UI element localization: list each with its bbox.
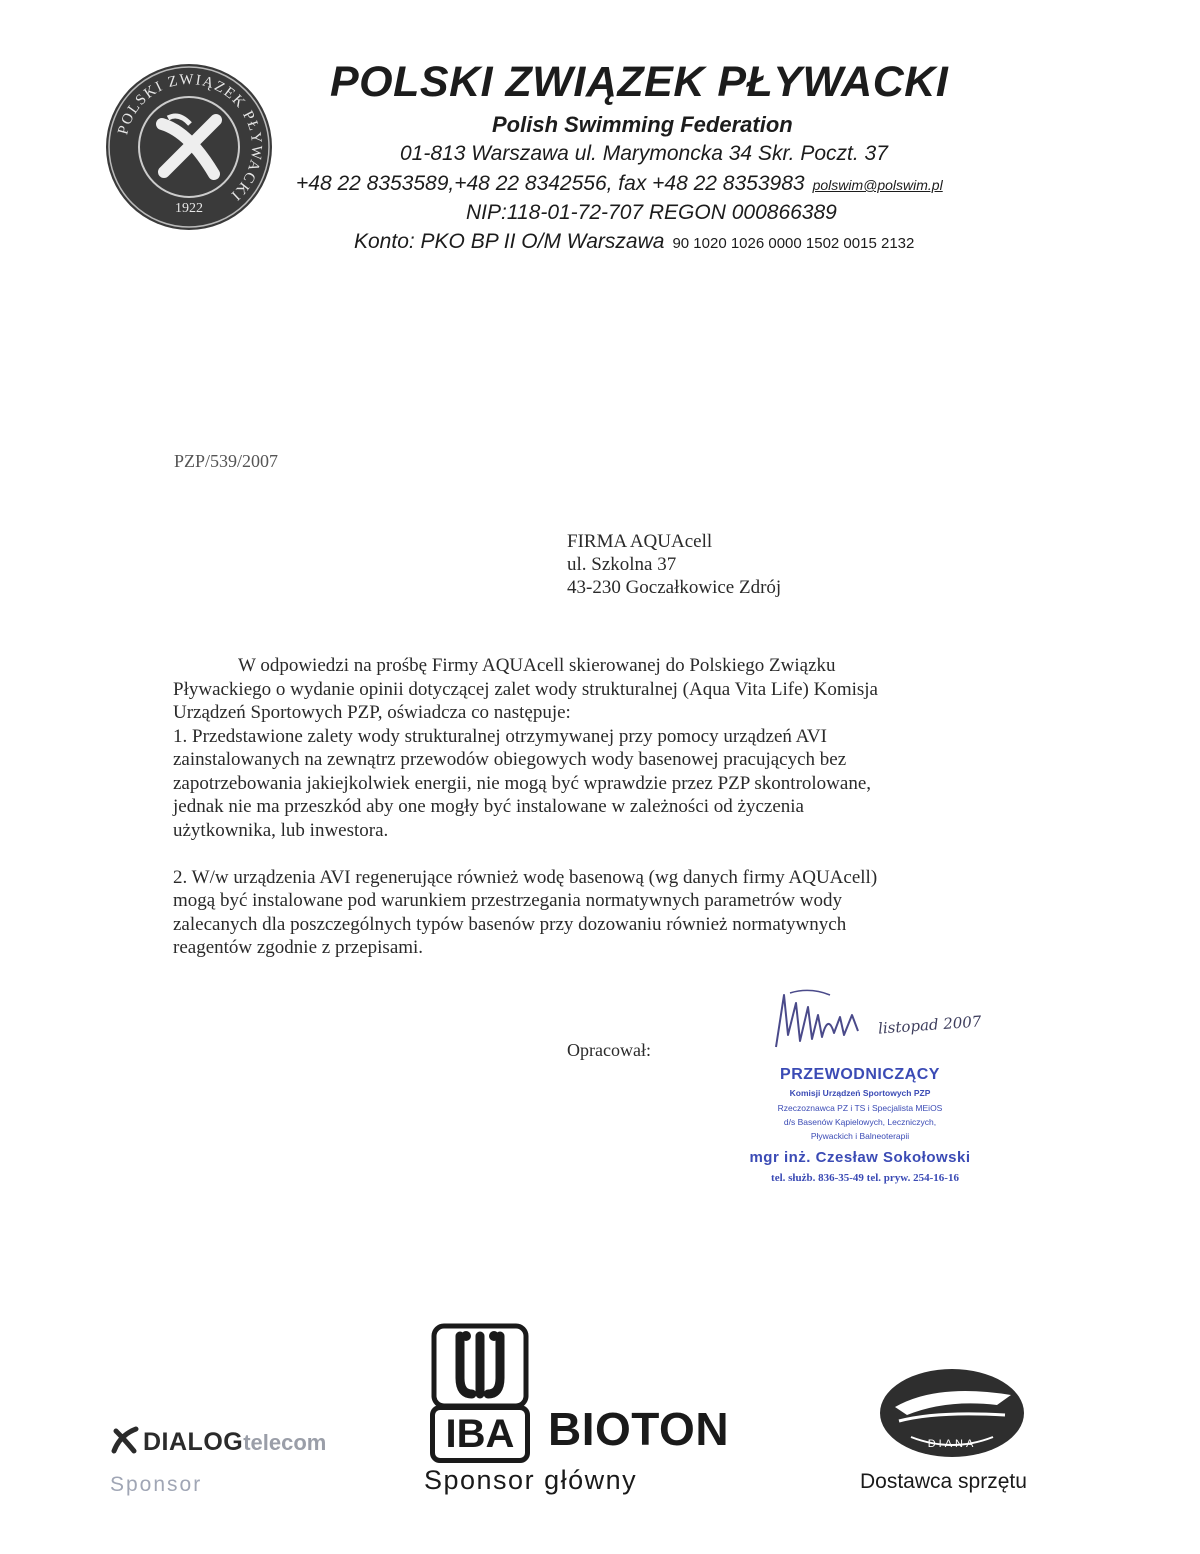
recipient-line: FIRMA AQUAcell [567,531,713,552]
body-line: jednak nie ma przeszkód aby one mogły być instalowane w zależności od życzenia [173,796,804,817]
body-line: 1. Przedstawione zalety wody strukturalnej otrzymywanej przy pomocy urządzeń AVI [173,725,827,747]
organization-name-english: Polish Swimming Federation [492,112,793,137]
signature-date: listopad 2007 [877,1012,982,1038]
organization-name: POLSKI ZWIĄZEK PŁYWACKI [330,58,949,106]
prepared-by-label: Opracował: [567,1040,651,1060]
bank-name: Konto: PKO BP II O/M Warszawa [354,230,665,253]
letter-body [173,654,1013,960]
body-line: zapotrzebowania jakiejkolwiek energii, nie mogą być wprawdzie przez PZP skontrolowane, [173,772,872,794]
body-line: 2. W/w urządzenia AVI regenerujące również wodę basenową (wg danych firmy AQUAcell) [173,866,878,888]
dialog-suffix: telecom [243,1430,327,1455]
seal-text: POLSKI ZWIĄZEK PŁYWACKI [115,71,265,204]
bioton-sponsor-caption: Sponsor główny [424,1465,638,1495]
bank-account-line [354,230,914,254]
handwritten-signature [770,985,865,1055]
federation-seal-logo [104,62,274,232]
account-number: 90 1020 1026 0000 1502 0015 2132 [672,235,915,252]
body-line: użytkownika, lub inwestora. [173,819,389,841]
dialog-sponsor-caption: Sponsor [110,1473,203,1496]
stamp-phone-numbers: tel. służb. 836-35-49 tel. pryw. 254-16-16 [771,1172,959,1184]
body-line: Pływackiego o wydanie opinii dotyczącej zalet wody strukturalnej (Aqua Vita Life) Komisja [173,678,878,700]
stamp-line: Rzeczoznawca PZ i TS i Specjalista MEiOS [777,1103,943,1113]
recipient-address [567,530,781,599]
diana-label: DIANA [927,1438,977,1450]
stamp-line: Komisji Urządzeń Sportowych PZP [789,1088,931,1098]
seal-year: 1922 [175,201,203,216]
diana-logo [877,1365,1027,1461]
dialog-swirl-icon [110,1425,140,1455]
recipient-line: ul. Szkolna 37 [567,554,677,575]
dialog-name: DIALOG [143,1428,244,1456]
phone-numbers: +48 22 8353589,+48 22 8342556, fax +48 22 8353983 [296,172,805,195]
stamp-line: d/s Basenów Kąpielowych, Leczniczych, [783,1117,937,1127]
body-line: zalecanych dla poszczególnych typów basenów przy dozowaniu również normatywnych [173,913,847,935]
body-line: mogą być instalowane pod warunkiem przestrzegania normatywnych parametrów wody [173,890,842,911]
email-link[interactable]: polswim@polswim.pl [812,177,943,193]
body-line: Urządzeń Sportowych PZP, oświadcza co następuje: [173,702,571,723]
iba-logo-label: IBA [430,1405,530,1463]
paragraph-gap [173,842,1013,866]
organization-address: 01-813 Warszawa ul. Marymoncka 34 Skr. Poczt. 37 [400,142,888,165]
stamp-signatory-name: mgr inż. Czesław Sokołowski [749,1149,971,1166]
bioton-logo-text: BIOTON [548,1403,730,1455]
dialog-telecom-logo [110,1425,326,1457]
stamp-title: PRZEWODNICZĄCY [780,1066,940,1083]
tax-identifiers: NIP:118-01-72-707 REGON 000866389 [466,201,837,224]
diana-supplier-caption: Dostawca sprzętu [860,1470,1027,1493]
letter-reference-number: PZP/539/2007 [174,451,279,471]
recipient-line: 43-230 Goczałkowice Zdrój [567,577,782,598]
stamp-line: Pływackich i Balneoterapii [810,1131,910,1141]
body-line: reagentów zgodnie z przepisami. [173,937,424,958]
contact-line [296,172,943,196]
body-line: zainstalowanych na zewnątrz przewodów obiegowych wody basenowej pracujących bez [173,749,847,770]
body-line: W odpowiedzi na prośbę Firmy AQUAcell skierowanej do Polskiego Związku [238,655,836,676]
iba-logo-mark-icon [430,1322,530,1406]
